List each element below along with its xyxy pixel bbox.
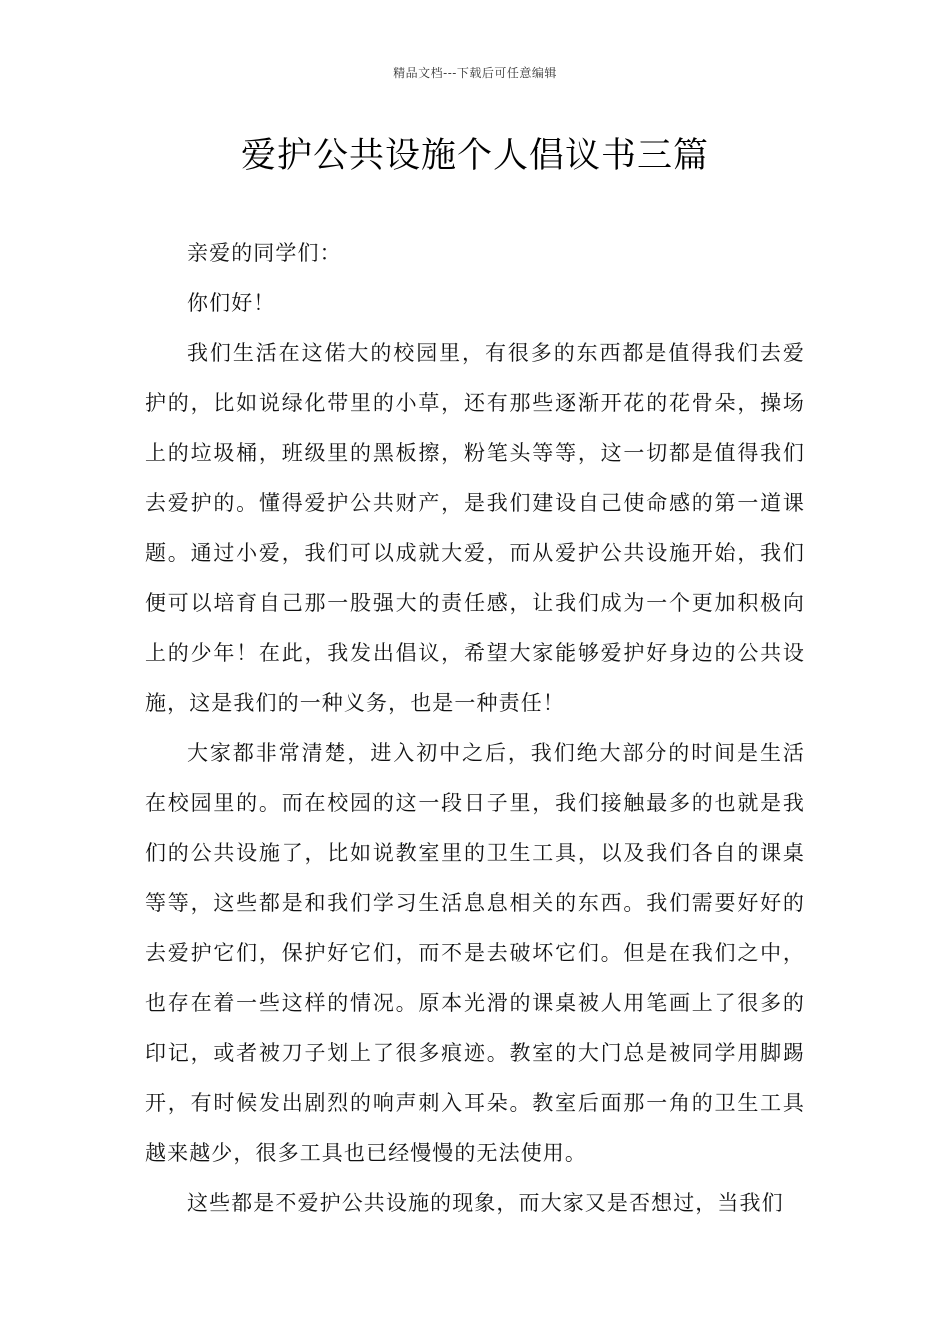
salutation: 亲爱的同学们： <box>187 241 342 265</box>
document-body <box>145 228 805 1228</box>
header-note: 精品文档---下载后可任意编辑 <box>393 66 557 80</box>
paragraph-1: 我们生活在这偌大的校园里，有很多的东西都是值得我们去爱护的，比如说绿化带里的小草，还有那些逐渐开花的花骨朵，操场上的垃圾桶，班级里的黑板擦，粉笔头等等，这一切都是值得我们去爱护的。懂得爱护公共财产，是我们建设自己使命感的第一道课题。通过小爱，我们可以成就大爱，而从爱护公共设施开始，我们便可以培育自己那一股强大的责任感，让我们成为一个更加积极向上的少年！在此，我发出倡议，希望大家能够爱护好身边的公共设施，这是我们的一种义务，也是一种责任！ <box>145 341 805 715</box>
document-title: 爱护公共设施个人倡议书三篇 <box>240 136 709 176</box>
greeting: 你们好！ <box>187 291 276 315</box>
paragraph-3: 这些都是不爱护公共设施的现象，而大家又是否想过，当我们 <box>187 1191 784 1215</box>
paragraph-2: 大家都非常清楚，进入初中之后，我们绝大部分的时间是生活在校园里的。而在校园的这一段日子里，我们接触最多的也就是我们的公共设施了，比如说教室里的卫生工具，以及我们各自的课桌等等，这些都是和我们学习生活息息相关的东西。我们需要好好的去爱护它们，保护好它们，而不是去破坏它们。但是在我们之中，也存在着一些这样的情况。原本光滑的课桌被人用笔画上了很多的印记，或者被刀子划上了很多痕迹。教室的大门总是被同学用脚踢开，有时候发出剧烈的响声刺入耳朵。教室后面那一角的卫生工具越来越少，很多工具也已经慢慢的无法使用。 <box>145 741 805 1165</box>
